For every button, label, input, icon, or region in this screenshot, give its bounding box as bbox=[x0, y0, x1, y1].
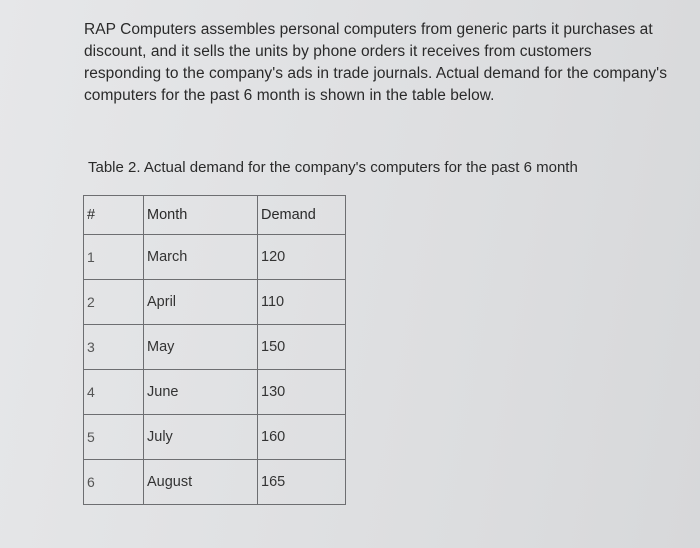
row-number: 5 bbox=[84, 415, 144, 460]
row-demand: 165 bbox=[258, 460, 346, 505]
table-row bbox=[84, 235, 346, 280]
table-row bbox=[84, 370, 346, 415]
paragraph-line: computers for the past 6 month is shown in the table below. bbox=[84, 87, 495, 104]
table-row bbox=[84, 280, 346, 325]
table-caption-prefix: Table 2. bbox=[88, 159, 141, 176]
demand-table bbox=[83, 195, 346, 505]
row-demand: 110 bbox=[258, 280, 346, 325]
problem-paragraph bbox=[84, 19, 684, 107]
table-header-row bbox=[84, 196, 346, 235]
row-month: June bbox=[144, 370, 258, 415]
row-number: 2 bbox=[84, 280, 144, 325]
row-month: March bbox=[144, 235, 258, 280]
header-number: # bbox=[84, 196, 144, 235]
row-month: July bbox=[144, 415, 258, 460]
table-caption-text: Actual demand for the company's computers for the past 6 month bbox=[140, 159, 578, 176]
table-row bbox=[84, 460, 346, 505]
paragraph-line: discount, and it sells the units by phone orders it receives from customers bbox=[84, 43, 592, 60]
row-month: May bbox=[144, 325, 258, 370]
row-month: August bbox=[144, 460, 258, 505]
paragraph-line: RAP Computers assembles personal computers from generic parts it purchases at bbox=[84, 21, 653, 38]
row-number: 3 bbox=[84, 325, 144, 370]
row-demand: 120 bbox=[258, 235, 346, 280]
header-demand: Demand bbox=[258, 196, 346, 235]
row-demand: 150 bbox=[258, 325, 346, 370]
row-demand: 160 bbox=[258, 415, 346, 460]
table-caption bbox=[88, 158, 578, 178]
row-number: 4 bbox=[84, 370, 144, 415]
header-month: Month bbox=[144, 196, 258, 235]
row-demand: 130 bbox=[258, 370, 346, 415]
row-number: 1 bbox=[84, 235, 144, 280]
row-month: April bbox=[144, 280, 258, 325]
table-row bbox=[84, 415, 346, 460]
paragraph-line: responding to the company's ads in trade journals. Actual demand for the company's bbox=[84, 65, 667, 82]
row-number: 6 bbox=[84, 460, 144, 505]
table-row bbox=[84, 325, 346, 370]
